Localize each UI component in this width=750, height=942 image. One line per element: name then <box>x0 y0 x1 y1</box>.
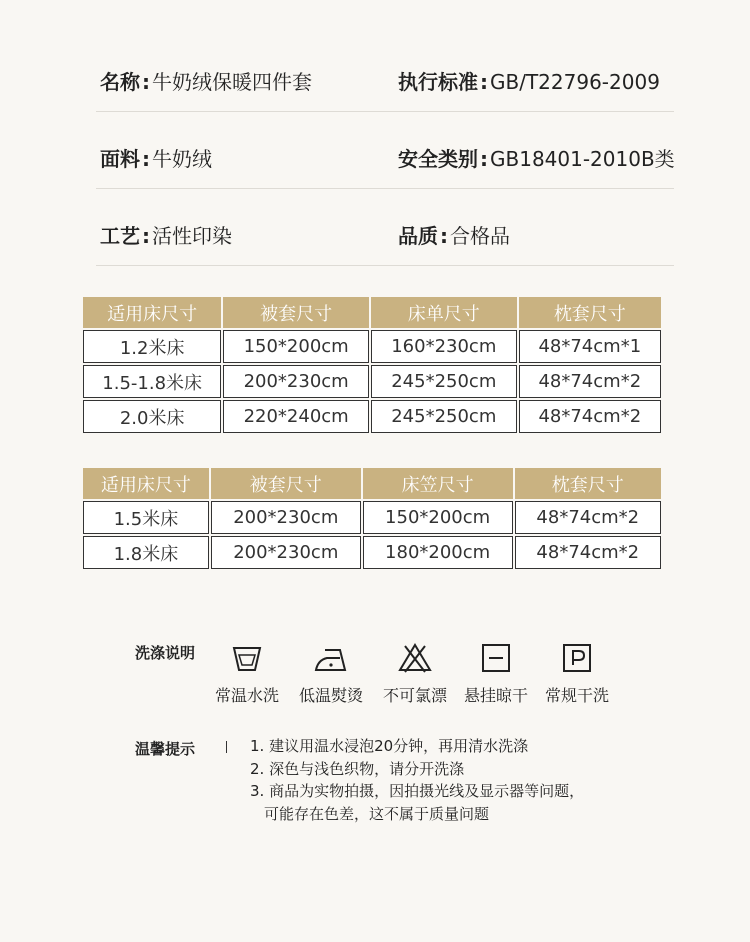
table-header: 枕套尺寸 <box>515 468 661 499</box>
table-cell: 245*250cm <box>371 400 517 433</box>
tips-title: 温馨提示 <box>135 740 196 758</box>
info-process <box>100 220 232 249</box>
table-header: 床单尺寸 <box>371 297 517 328</box>
table-row <box>83 365 661 398</box>
info-fabric <box>100 143 212 172</box>
wash-tub-icon <box>229 642 265 674</box>
size-table-sheet <box>81 295 663 435</box>
info-value: 牛奶绒保暖四件套 <box>152 70 312 94</box>
info-row <box>96 117 674 189</box>
table-cell: 150*200cm <box>363 501 513 534</box>
info-safety-class <box>398 143 675 172</box>
table-cell: 1.2米床 <box>83 330 221 363</box>
table-cell: 1.5-1.8米床 <box>83 365 221 398</box>
no-bleach-icon <box>397 642 433 674</box>
table-cell: 2.0米床 <box>83 400 221 433</box>
table-cell: 180*200cm <box>363 536 513 569</box>
wash-item <box>451 642 541 706</box>
info-key: 执行标准 <box>398 70 478 94</box>
info-quality <box>398 220 510 249</box>
info-value: GB18401-2010B类 <box>490 147 675 171</box>
info-row <box>96 40 674 112</box>
size-table-fitted <box>81 466 663 571</box>
table-header-row <box>83 468 661 499</box>
table-header: 枕套尺寸 <box>519 297 661 328</box>
wash-item <box>370 642 460 706</box>
tips-divider <box>226 741 227 753</box>
table-cell: 48*74cm*2 <box>515 501 661 534</box>
info-separator: : <box>142 147 150 171</box>
table-header: 床笠尺寸 <box>363 468 513 499</box>
wash-label: 悬挂晾干 <box>463 686 528 705</box>
tip-line: 1. 建议用温水浸泡20分钟，再用清水洗涤 <box>250 737 529 755</box>
table-row <box>83 536 661 569</box>
info-key: 名称 <box>100 70 140 94</box>
iron-icon <box>313 642 349 674</box>
tip-line: 3. 商品为实物拍摄，因拍摄光线及显示器等问题， <box>250 782 585 800</box>
info-name <box>100 66 312 95</box>
info-key: 安全类别 <box>398 147 478 171</box>
table-cell: 245*250cm <box>371 365 517 398</box>
info-key: 品质 <box>398 224 438 248</box>
tip-line: 2. 深色与浅色织物，请分开洗涤 <box>250 759 465 778</box>
table-cell: 48*74cm*2 <box>519 365 661 398</box>
table-header: 被套尺寸 <box>211 468 361 499</box>
table-cell: 48*74cm*2 <box>515 536 661 569</box>
table-cell: 200*230cm <box>211 501 361 534</box>
info-row <box>96 194 674 266</box>
table-cell: 48*74cm*1 <box>519 330 661 363</box>
info-value: GB/T22796-2009 <box>490 70 660 94</box>
dry-clean-icon <box>559 642 595 674</box>
wash-item <box>202 642 292 706</box>
info-key: 面料 <box>100 147 140 171</box>
table-cell: 220*240cm <box>223 400 369 433</box>
table-cell: 200*230cm <box>211 536 361 569</box>
tips-list <box>250 735 584 825</box>
info-key: 工艺 <box>100 224 140 248</box>
table-row <box>83 400 661 433</box>
info-separator: : <box>142 224 150 248</box>
hang-dry-icon <box>478 642 514 674</box>
table-cell: 150*200cm <box>223 330 369 363</box>
info-separator: : <box>480 147 488 171</box>
table-header: 被套尺寸 <box>223 297 369 328</box>
table-cell: 200*230cm <box>223 365 369 398</box>
product-info <box>96 40 674 271</box>
wash-item <box>286 642 376 706</box>
info-value: 牛奶绒 <box>152 147 212 171</box>
wash-label: 常规干洗 <box>544 686 609 705</box>
info-separator: : <box>440 224 448 248</box>
info-separator: : <box>480 70 488 94</box>
info-separator: : <box>142 70 150 94</box>
table-cell: 48*74cm*2 <box>519 400 661 433</box>
wash-item <box>532 642 622 706</box>
info-value: 活性印染 <box>152 224 232 248</box>
wash-label: 不可氯漂 <box>382 686 447 705</box>
table-header-row <box>83 297 661 328</box>
table-cell: 160*230cm <box>371 330 517 363</box>
info-value: 合格品 <box>450 224 510 248</box>
table-header: 适用床尺寸 <box>83 297 221 328</box>
info-standard <box>398 66 660 95</box>
table-header: 适用床尺寸 <box>83 468 209 499</box>
table-cell: 1.5米床 <box>83 501 209 534</box>
table-row <box>83 330 661 363</box>
table-cell: 1.8米床 <box>83 536 209 569</box>
wash-label: 常温水洗 <box>214 686 279 705</box>
wash-title: 洗涤说明 <box>135 644 196 662</box>
tip-line: 可能存在色差，这不属于质量问题 <box>264 804 490 823</box>
wash-label: 低温熨烫 <box>298 686 363 705</box>
table-row <box>83 501 661 534</box>
